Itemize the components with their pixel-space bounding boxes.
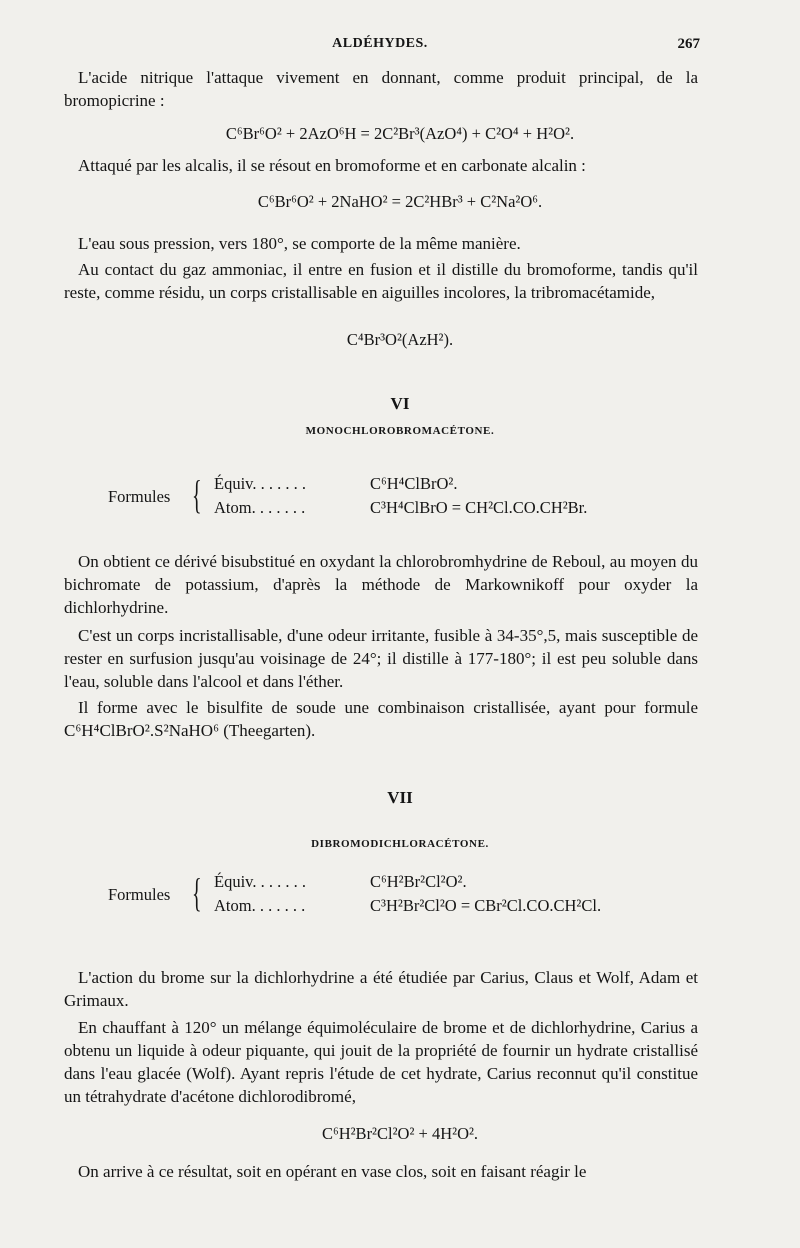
paragraph-bisulfite: Il forme avec le bisulfite de soude une combinaison cristallisée, ayant pour formule C⁶H⁴ClBrO².S²NaHO⁶ (Theegarten). [64, 698, 698, 740]
paragraph-nitric-acid: L'acide nitrique l'attaque vivement en donnant, comme produit principal, de la bromopicrine : [64, 68, 698, 110]
formules-label: Formules [108, 885, 171, 904]
paragraph-bromine-action: L'action du brome sur la dichlorhydrine a été étudiée par Carius, Claus et Wolf, Adam et Grimaux. [64, 968, 698, 1010]
formula-row-equiv-label: Équiv. . . . . . . [214, 474, 306, 493]
equation-tribromacetamide: C⁴Br³O²(AzH²). [346, 330, 454, 349]
formula-equiv: C⁶H⁴ClBrO². [370, 474, 458, 493]
formula-row-atom-label: Atom. . . . . . . [214, 896, 306, 915]
curly-brace-icon: { [192, 870, 202, 915]
formules-block-monochlorobromacetone [108, 474, 668, 522]
paragraph-alkalis: Attaqué par les alcalis, il se résout en bromoforme et en carbonate alcalin : [78, 156, 586, 175]
paragraph-carius: En chauffant à 120° un mélange équimoléculaire de brome et de dichlorhydrine, Carius a obtenu un liquide à odeur piquante, qui jouit de la propriété de fournir un hydrate cristallisé dans l'eau glacée (Wolf). Ayant repris l'étude de cet hydrate, Carius reconnut qu'il constitue un tétrahydrate d'acétone dichlorodibromé, [64, 1018, 698, 1106]
formules-label: Formules [108, 487, 171, 506]
formules-block-dibromodichloracetone [108, 872, 668, 920]
equation-bromopicrine: C⁶Br⁶O² + 2AzO⁶H = 2C²Br³(AzO⁴) + C²O⁴ + H²O². [225, 124, 575, 143]
section-number-vii: VII [387, 788, 413, 807]
curly-brace-icon: { [192, 472, 202, 517]
paragraph-ammonia: Au contact du gaz ammoniac, il entre en fusion et il distille du bromoforme, tandis qu'il reste, comme résidu, un corps cristallisable en aiguilles incolores, la tribromacétamide, [64, 260, 698, 302]
formula-equiv: C⁶H²Br²Cl²O². [370, 872, 467, 891]
formula-row-atom-label: Atom. . . . . . . [214, 498, 306, 517]
paragraph-properties: C'est un corps incristallisable, d'une odeur irritante, fusible à 34-35°,5, mais susceptible de rester en surfusion jusqu'au voisinage de 24°; il distille à 177-180°; il est peu soluble dans l'eau, soluble dans l'alcool et dans l'éther. [64, 626, 698, 691]
formula-atom: C³H²Br²Cl²O = CBr²Cl.CO.CH²Cl. [370, 896, 602, 915]
formula-atom: C³H⁴ClBrO = CH²Cl.CO.CH²Br. [370, 498, 588, 517]
running-header [60, 36, 700, 56]
section-number-vi: VI [390, 394, 410, 413]
section-title-dibromodichloracetone: DIBROMODICHLORACÉTONE. [311, 838, 489, 850]
page-number: 267 [677, 36, 700, 52]
paragraph-water-pressure: L'eau sous pression, vers 180°, se comporte de la même manière. [78, 234, 521, 253]
paragraph-preparation: On obtient ce dérivé bisubstitué en oxydant la chlorobromhydrine de Reboul, au moyen du bichromate de potassium, d'après la méthode de Markownikoff pour oxyder la dichlorhydrine. [64, 552, 698, 617]
formula-row-equiv-label: Équiv. . . . . . . [214, 872, 306, 891]
equation-bromoform: C⁶Br⁶O² + 2NaHO² = 2C²HBr³ + C²Na²O⁶. [257, 192, 543, 211]
equation-tetrahydrate: C⁶H²Br²Cl²O² + 4H²O². [321, 1124, 479, 1143]
paragraph-result: On arrive à ce résultat, soit en opérant en vase clos, soit en faisant réagir le [78, 1162, 587, 1181]
section-title-monochlorobromacetone: MONOCHLOROBROMACÉTONE. [305, 425, 495, 437]
running-title: ALDÉHYDES. [332, 36, 428, 51]
